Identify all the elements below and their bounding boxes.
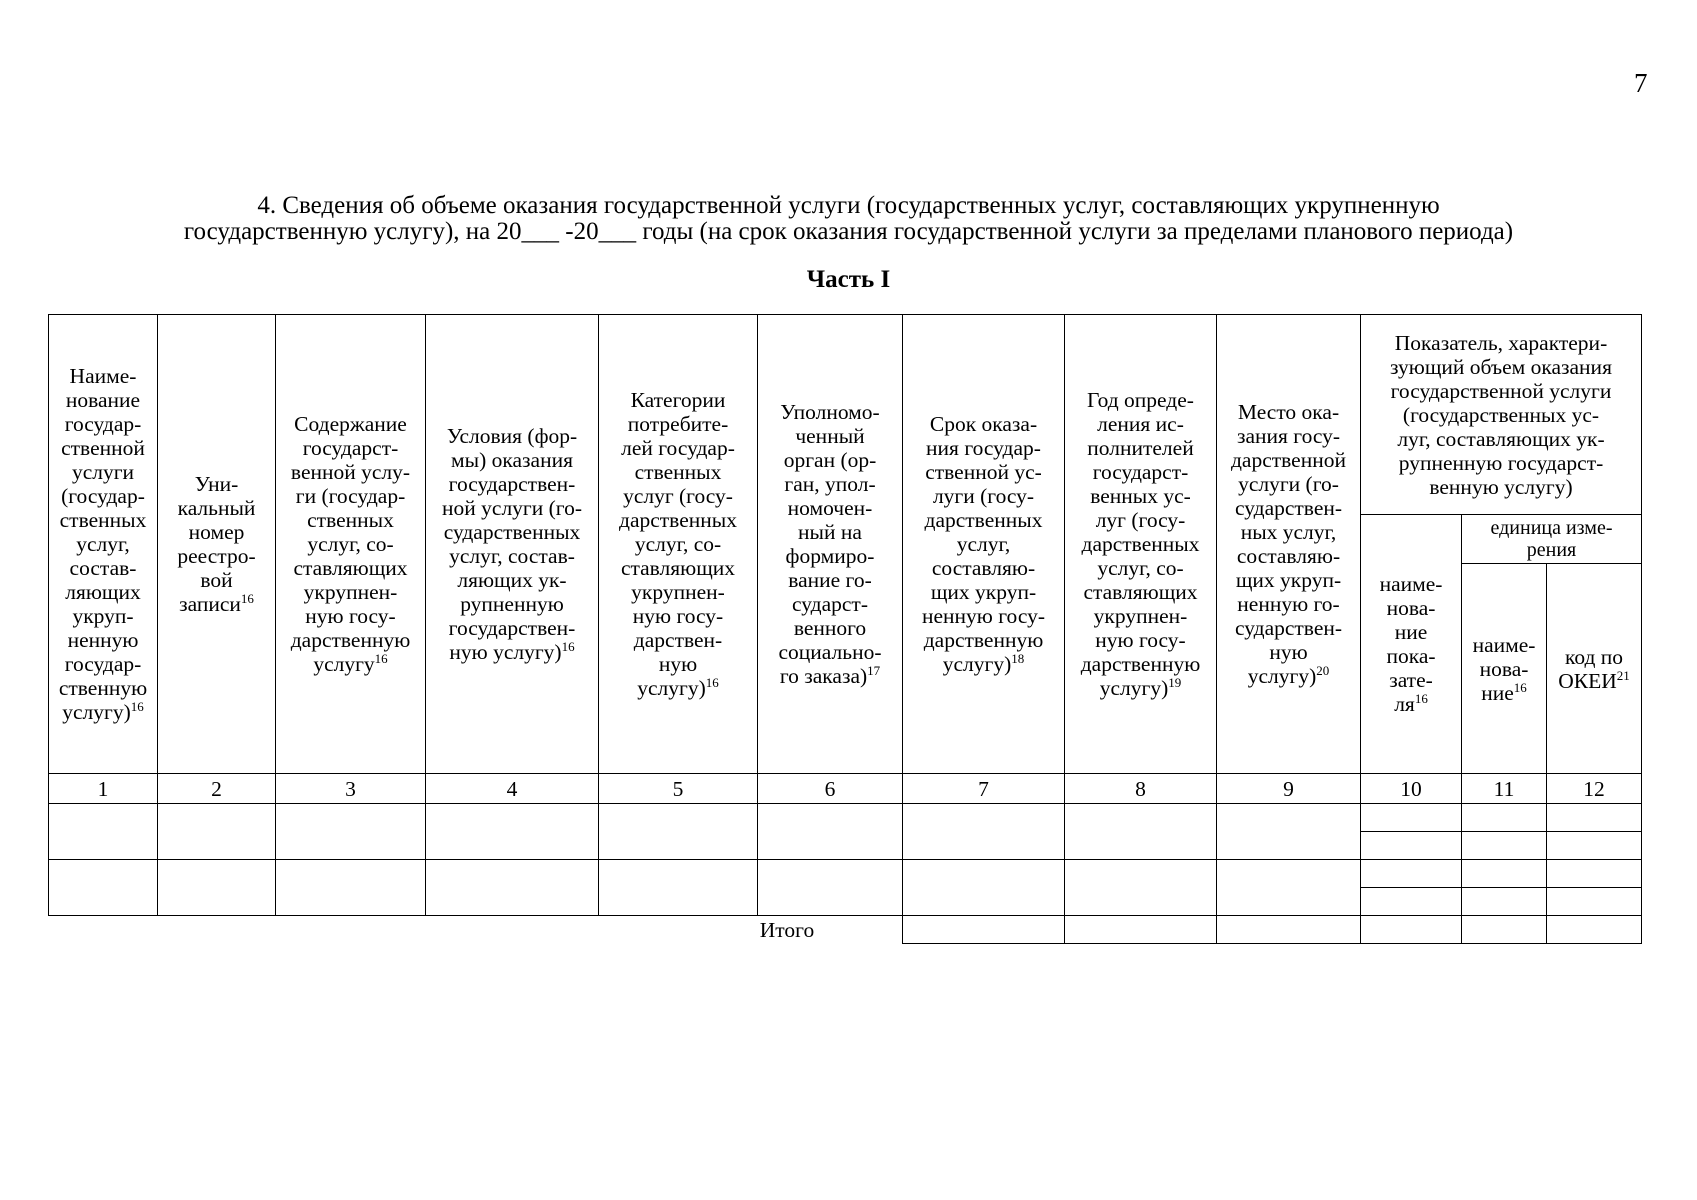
table-cell[interactable] <box>903 804 1065 860</box>
column-numbers-row <box>49 774 1642 804</box>
section-heading <box>60 193 1637 245</box>
column-number: 12 <box>1547 774 1642 804</box>
table-cell[interactable] <box>158 804 276 860</box>
table-cell[interactable] <box>599 804 758 860</box>
column-number: 9 <box>1217 774 1361 804</box>
header-service-conditions: Условия (фор- мы) оказания государствен- ной услуги (го- сударственных услуг, состав- ляющих ук- рупненную государствен- ную услугу)$^{16}$ <box>426 315 599 774</box>
total-label-cell <box>49 916 903 944</box>
column-number: 2 <box>158 774 276 804</box>
column-number: 11 <box>1462 774 1547 804</box>
heading-line-2: государственную услугу), на 20___ -20___ годы (на срок оказания государственной услуги за пределами планового периода) <box>183 218 1514 245</box>
page-number: 7 <box>1634 68 1648 98</box>
header-indicator-name: наиме- нова- ние пока- зате- $ля^{16}$ <box>1361 515 1462 774</box>
table-cell[interactable] <box>903 860 1065 916</box>
table-cell[interactable] <box>758 860 903 916</box>
table-cell[interactable] <box>1462 888 1547 916</box>
header-unit-group: единица изме- рения <box>1462 515 1642 564</box>
table-cell[interactable] <box>599 860 758 916</box>
table-row <box>49 860 1642 888</box>
table-cell[interactable] <box>758 804 903 860</box>
heading-line-1: 4. Сведения об объеме оказания государственной услуги (государственных услуг, составляющих укрупненную <box>257 192 1440 219</box>
column-number: 1 <box>49 774 158 804</box>
table-cell[interactable] <box>1065 804 1217 860</box>
column-number: 3 <box>276 774 426 804</box>
total-cell[interactable] <box>1462 916 1547 944</box>
column-number: 10 <box>1361 774 1462 804</box>
header-service-content: Содержание государст- венной услу- ги (государ- ственных услуг, со- ставляющих укрупнен- ную госу- дарственную услугу$^{16}$ <box>276 315 426 774</box>
column-number: 8 <box>1065 774 1217 804</box>
header-executor-year: Год опреде- ления ис- полнителей государст- венных ус- луг (госу- дарственных услуг, со- ставляющих укрупнен- ную госу- дарственную услугу)$^{19}$ <box>1065 315 1217 774</box>
total-cell[interactable] <box>1065 916 1217 944</box>
header-indicator-group: Показатель, характери- зующий объем оказания государственной услуги (государственных ус- луг, составляющих ук- рупненную государст- венную услугу) <box>1361 315 1642 515</box>
table-cell[interactable] <box>1217 804 1361 860</box>
table-cell[interactable] <box>1547 832 1642 860</box>
table-cell[interactable] <box>158 860 276 916</box>
part-title: Часть I <box>806 266 891 293</box>
total-row <box>49 916 1642 944</box>
table-cell[interactable] <box>276 860 426 916</box>
total-cell[interactable] <box>1217 916 1361 944</box>
table-cell[interactable] <box>1217 860 1361 916</box>
table-cell[interactable] <box>1361 804 1462 832</box>
total-cell[interactable] <box>1361 916 1462 944</box>
volume-table <box>48 314 1642 944</box>
header-service-term: Срок оказа- ния государ- ственной ус- луги (госу- дарственных услуг, составляю- щих укруп- ненную госу- дарственную услугу)$^{18}$ <box>903 315 1065 774</box>
table-cell[interactable] <box>49 804 158 860</box>
table-cell[interactable] <box>1065 860 1217 916</box>
table-cell[interactable] <box>1462 860 1547 888</box>
header-unit-code: код по ОКЕИ$^{21}$ <box>1547 564 1642 774</box>
column-number: 4 <box>426 774 599 804</box>
total-label: Итого <box>759 917 815 942</box>
column-number: 5 <box>599 774 758 804</box>
table-cell[interactable] <box>276 804 426 860</box>
table-cell[interactable] <box>1462 832 1547 860</box>
table-cell[interactable] <box>1547 860 1642 888</box>
table-cell[interactable] <box>1547 804 1642 832</box>
table-cell[interactable] <box>1361 888 1462 916</box>
header-service-name: Наиме- нование государ- ственной услуги (государ- ственных услуг, состав- ляющих укруп- ненную государ- ственную услугу)$^{16}$ <box>49 315 158 774</box>
header-service-place: Место ока- зания госу- дарственной услуги (го- сударствен- ных услуг, составляю- щих укруп- ненную го- сударствен- ную услугу)$^{20}$ <box>1217 315 1361 774</box>
column-number: 7 <box>903 774 1065 804</box>
table-cell[interactable] <box>1361 832 1462 860</box>
table-cell[interactable] <box>426 860 599 916</box>
table-cell[interactable] <box>1462 804 1547 832</box>
table-cell[interactable] <box>49 860 158 916</box>
header-consumer-categories: Категории потребите- лей государ- ственных услуг (госу- дарственных услуг, со- ставляющих укрупнен- ную госу- дарствен- ную услугу)$^{16}$ <box>599 315 758 774</box>
table-cell[interactable] <box>426 804 599 860</box>
header-authorized-body: Уполномо- ченный орган (ор- ган, упол- номочен- ный на формиро- вание го- сударст- венного социально- го заказа)$^{17}$ <box>758 315 903 774</box>
header-unit-name: наиме- нова- ние$^{16}$ <box>1462 564 1547 774</box>
total-cell[interactable] <box>903 916 1065 944</box>
table-cell[interactable] <box>1361 860 1462 888</box>
header-registry-number: Уни- кальный номер реестро- вой записи$^{16}$ <box>158 315 276 774</box>
table-cell[interactable] <box>1547 888 1642 916</box>
table-row <box>49 804 1642 832</box>
column-number: 6 <box>758 774 903 804</box>
total-cell[interactable] <box>1547 916 1642 944</box>
